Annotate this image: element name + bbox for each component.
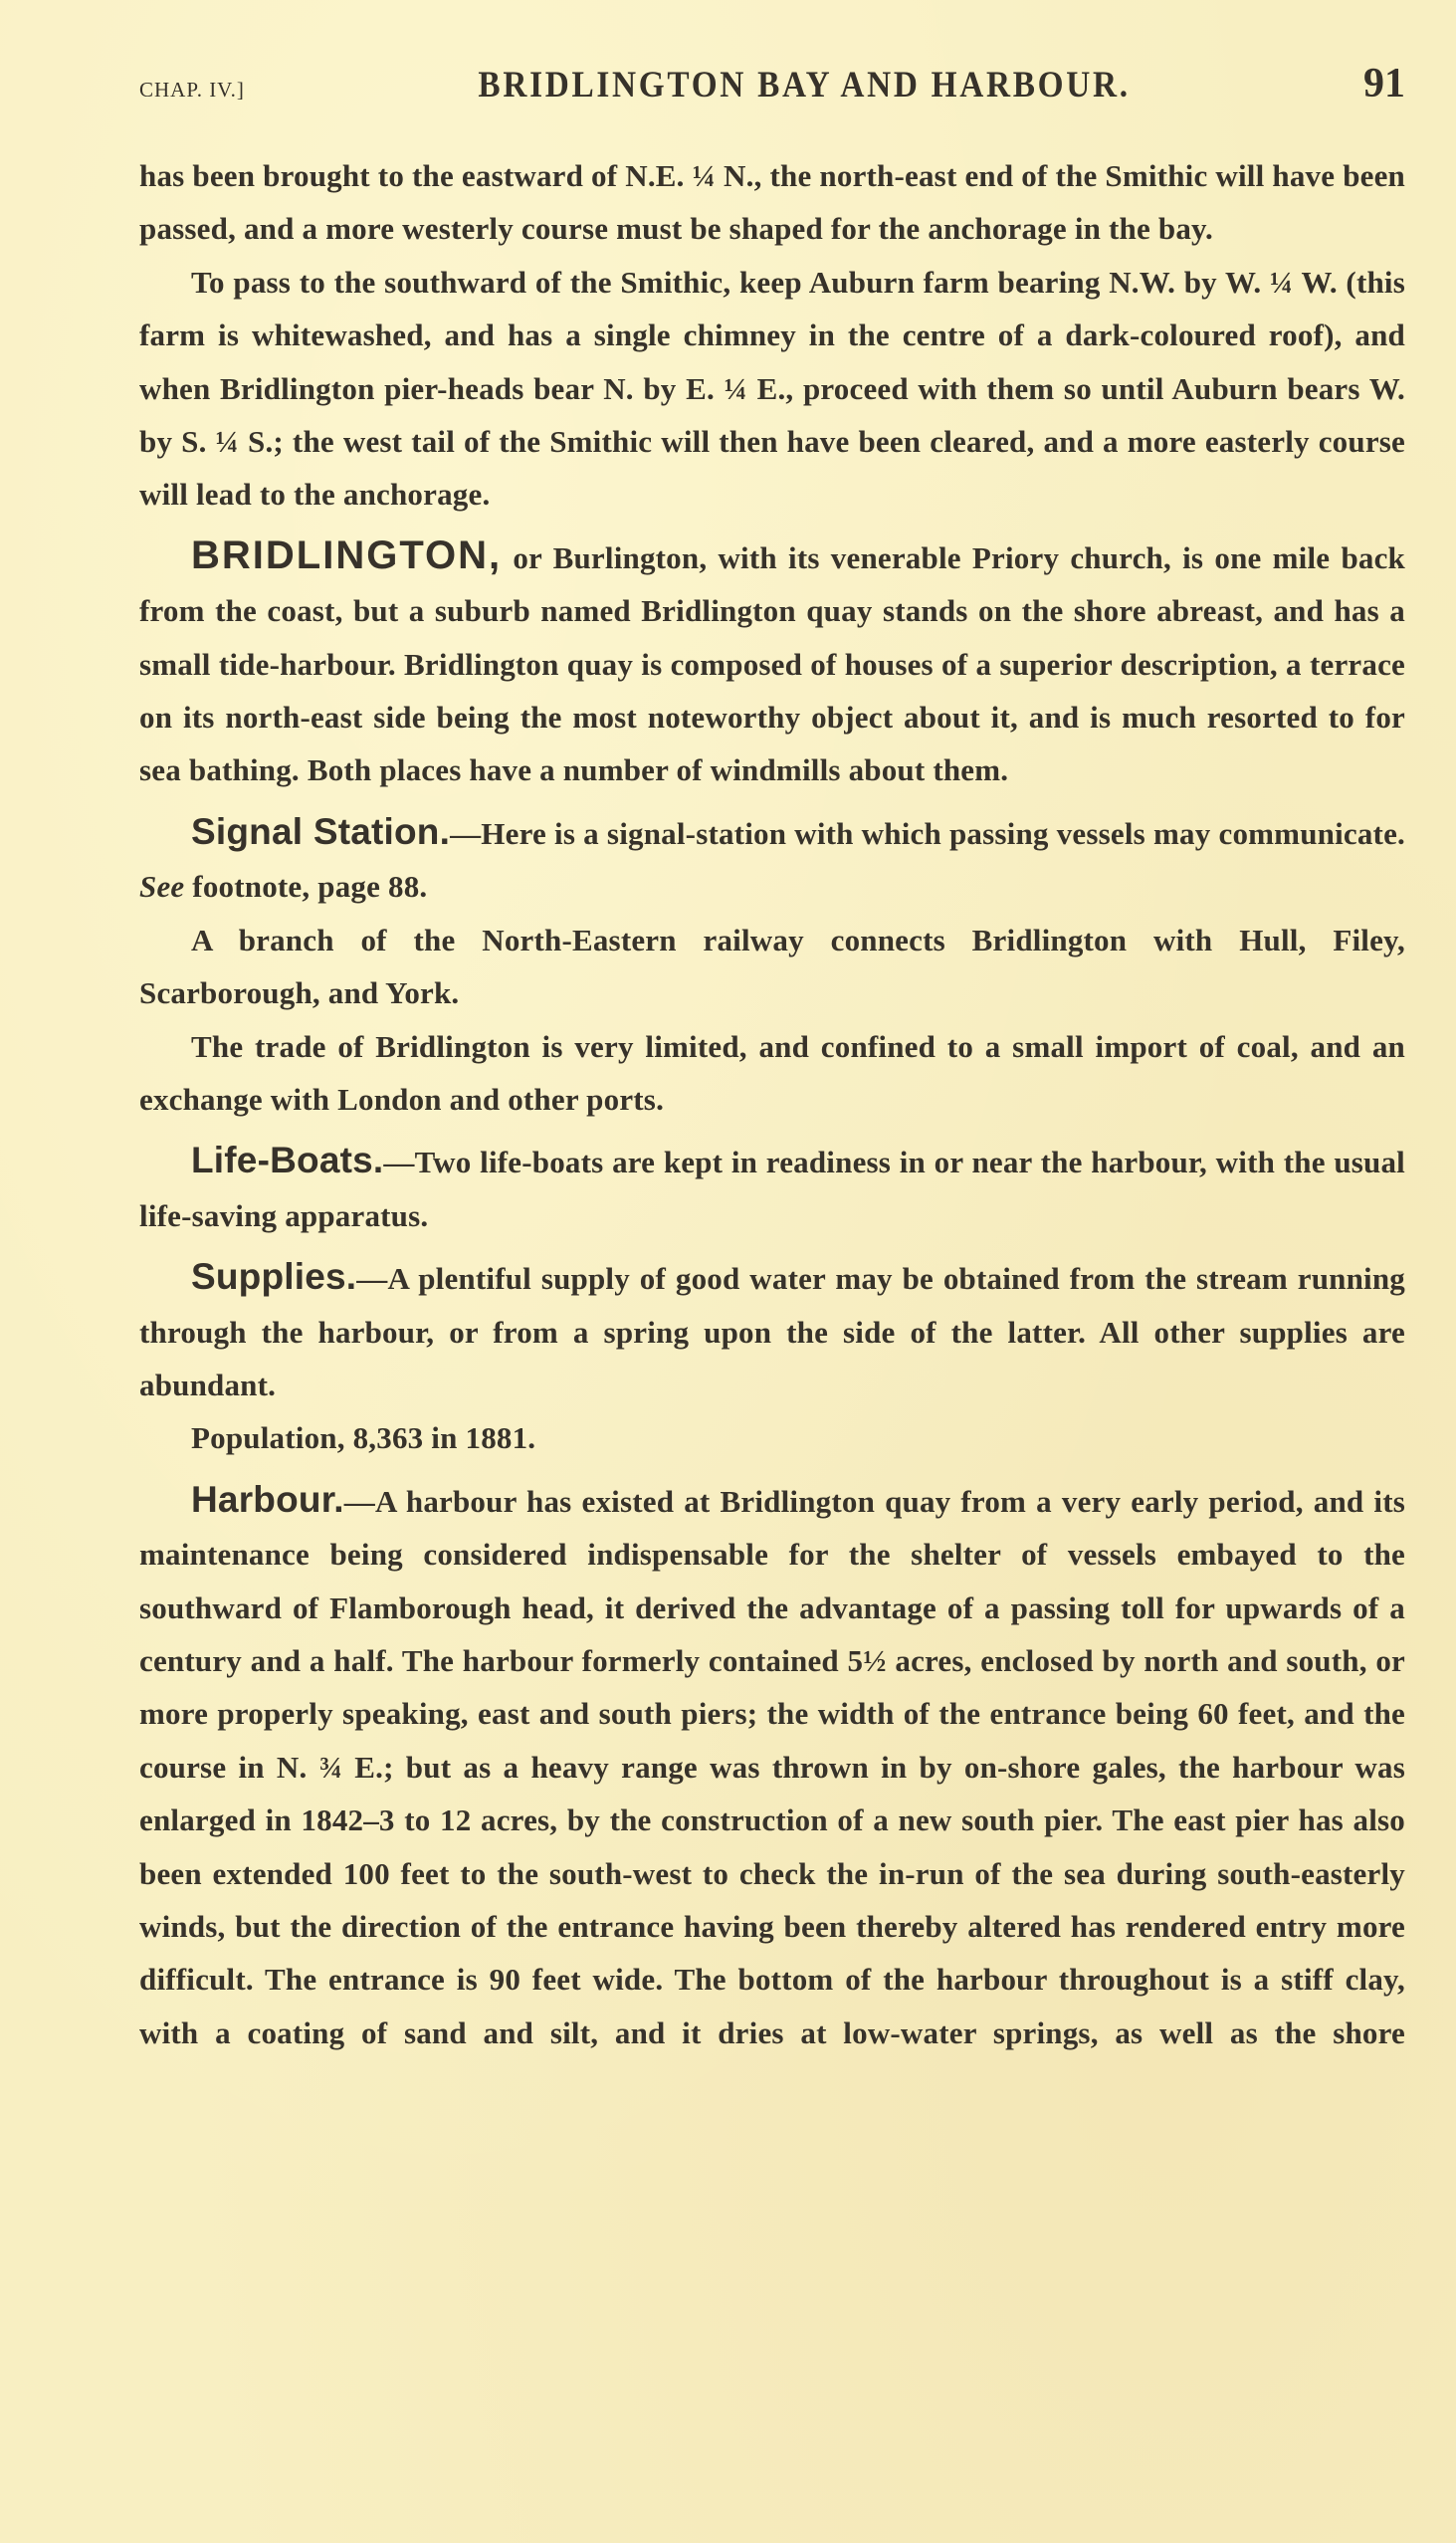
- italic-see: See: [139, 869, 185, 905]
- paragraph-trade: The trade of Bridlington is very limited, and confined to a small import of coal, and an exchange with London and other ports.: [139, 1028, 1405, 1117]
- paragraph-railway: A branch of the North-Eastern railway connects Bridlington with Hull, Filey, Scarborough, and York.: [139, 922, 1405, 1011]
- paragraph-text: —Here is a signal-station with which passing vessels may communicate.: [450, 815, 1405, 851]
- paragraph-text: —A plentiful supply of good water may be obtained from the stream running through the harbour, or from a spring upon the side of the latter. All other supplies are abundant.: [139, 1261, 1405, 1402]
- running-title: BRIDLINGTON BAY AND HARBOUR.: [478, 65, 1131, 106]
- paragraph-bridlington: [139, 530, 1405, 797]
- paragraph-continued: has been brought to the eastward of N.E. ¼ N., the north-east end of the Smithic will have been passed, and a more westerly course must be shaped for the anchorage in the bay.: [139, 158, 1405, 247]
- page-number: 91: [1363, 61, 1405, 106]
- paragraph-signal-station: [139, 805, 1405, 914]
- book-page: [139, 60, 1405, 2059]
- paragraph-text: —Two life-boats are kept in readiness in or near the harbour, with the usual life-saving apparatus.: [139, 1145, 1405, 1233]
- paragraph-harbour: [139, 1473, 1405, 2059]
- paragraph-population: Population, 8,363 in 1881.: [191, 1420, 536, 1456]
- paragraph-supplies: [139, 1250, 1405, 1411]
- paragraph-text: or Burlington, with its venerable Priory church, is one mile back from the coast, but a suburb named Bridlington quay stands on the shore abreast, and has a small tide-harbour. Bridlington quay is composed of houses of a superior description, a terrace on its north-east side being the most noteworthy object about it, and is much resorted to for sea bathing. Both places have a number of windmills about them.: [139, 539, 1405, 788]
- section-heading-supplies: Supplies.: [191, 1256, 357, 1298]
- page-body: [139, 149, 1405, 2059]
- paragraph-text: —A harbour has existed at Bridlington quay from a very early period, and its maintenance being considered indispensable for the shelter of vessels embayed to the southward of Flamborough head, it derived the advantage of a passing toll for upwards of a century and a half. The harbour formerly contained 5½ acres, enclosed by north and south, or more properly speaking, east and south piers; the width of the entrance being 60 feet, and the course in N. ¾ E.; but as a heavy range was thrown in by on-shore gales, the harbour was enlarged in 1842–3 to 12 acres, by the construction of a new south pier. The east pier has also been extended 100 feet to the south-west to check the in-run of the sea during south-easterly winds, but the direction of the entrance having been thereby altered has rendered entry more difficult. The entrance is 90 feet wide. The bottom of the harbour throughout is a stiff clay, with a coating of sand and silt, and it dries at low-water springs, as well as the shore: [139, 1483, 1405, 2050]
- section-heading-life-boats: Life-Boats.: [191, 1140, 384, 1181]
- section-heading-signal-station: Signal Station.: [191, 810, 451, 852]
- section-heading-bridlington: BRIDLINGTON,: [191, 532, 503, 577]
- paragraph-smithic-passage: To pass to the southward of the Smithic, keep Auburn farm bearing N.W. by W. ¼ W. (this farm is whitewashed, and has a single chimney in the centre of a dark-coloured roof), and when Bridlington pier-heads bear N. by E. ¼ E., proceed with them so until Auburn bears W. by S. ¼ S.; the west tail of the Smithic will then have been cleared, and a more easterly course will lead to the anchorage.: [139, 264, 1405, 513]
- paragraph-text-after: footnote, page 88.: [184, 869, 428, 905]
- chapter-label: CHAP. IV.]: [139, 78, 245, 102]
- section-heading-harbour: Harbour.: [191, 1478, 344, 1520]
- running-header: [139, 60, 1405, 139]
- paragraph-life-boats: [139, 1134, 1405, 1242]
